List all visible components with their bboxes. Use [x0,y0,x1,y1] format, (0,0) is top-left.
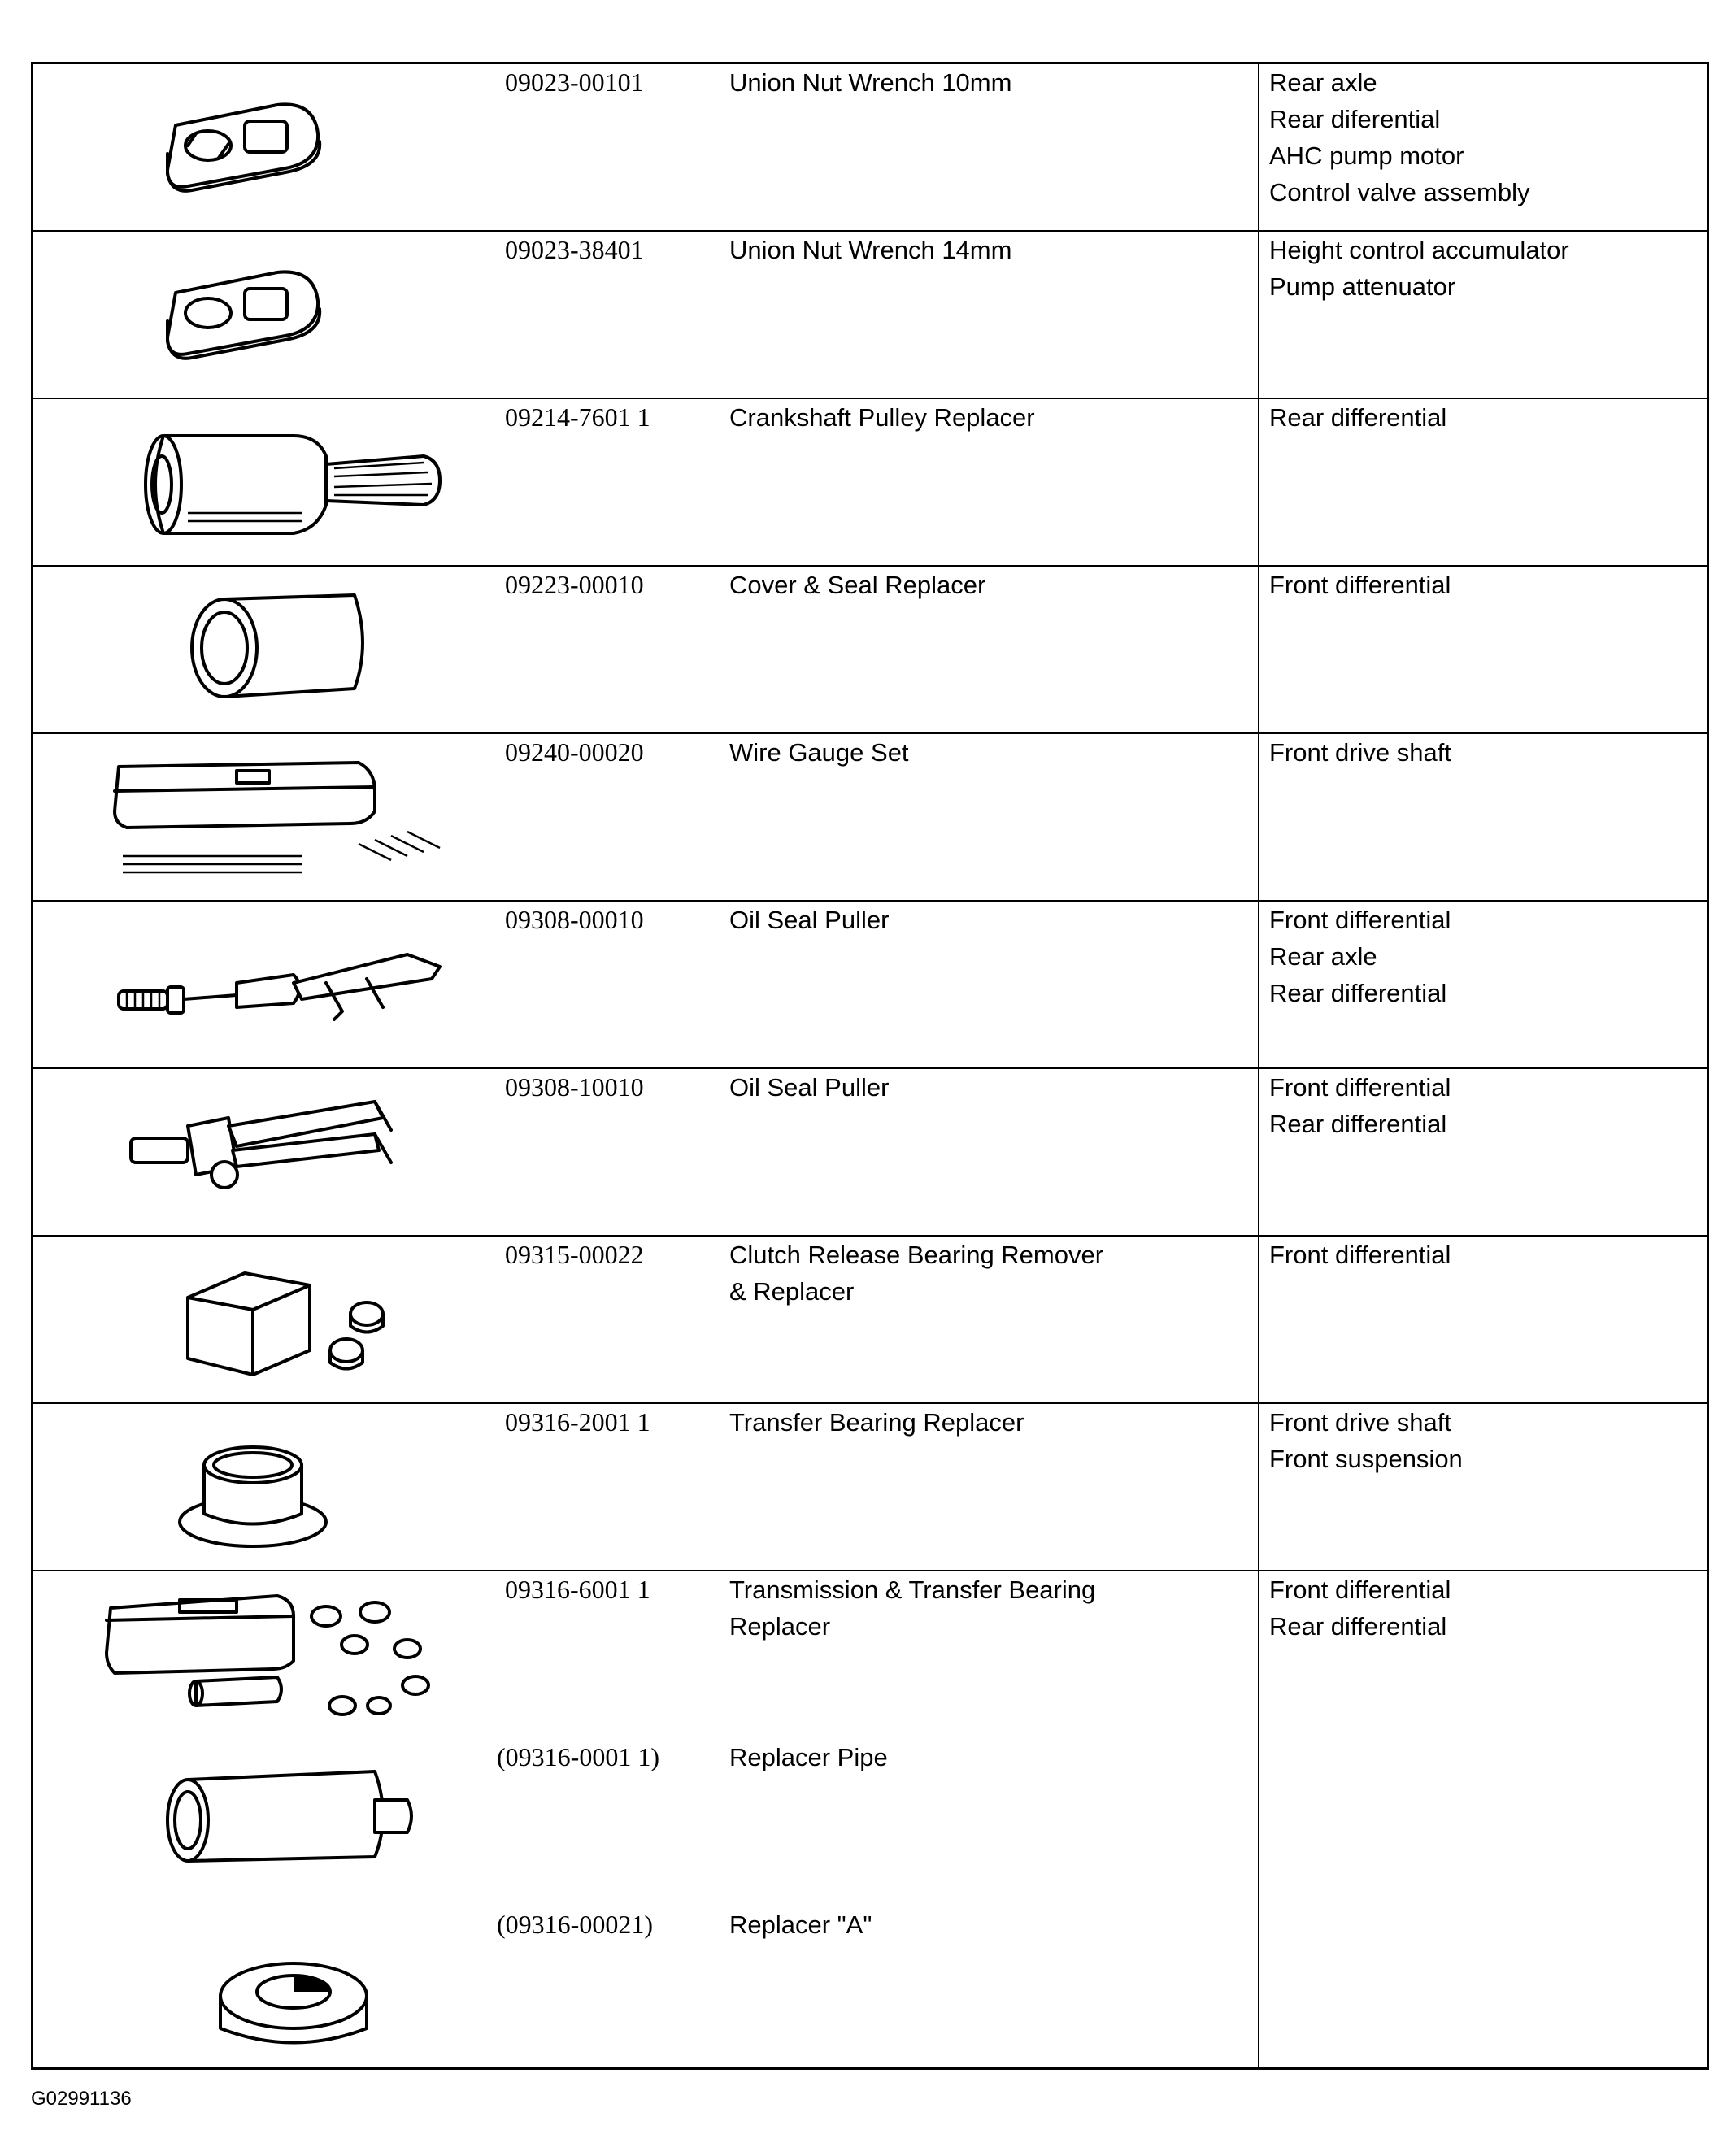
union-nut-wrench-icon [33,232,513,398]
table-row [33,1404,1707,1571]
bearing-replacer-set-icon [33,1571,513,2067]
usage-list: Front differential Rear axle Rear differential [1269,906,1451,1007]
usage-list: Rear differential [1269,403,1447,432]
part-number: 09023-38401 [505,235,644,264]
tool-name: Clutch Release Bearing Remover & Replacer [729,1241,1104,1306]
special-tools-table [31,62,1709,2070]
jaw-puller-icon [33,1069,513,1235]
part-number: 09316-6001 1 [505,1575,650,1604]
part-number: 09308-00010 [505,905,644,934]
table-row [33,1571,1707,2067]
subpart-number: (09316-00021) [497,1910,653,1939]
table-row [33,1069,1707,1237]
table-row [33,902,1707,1069]
table-row [33,734,1707,902]
figure-id: G02991136 [31,2088,132,2110]
usage-list: Front differential [1269,1241,1451,1269]
usage-list: Front drive shaft Front suspension [1269,1408,1463,1473]
table-row [33,399,1707,567]
part-number: 09308-10010 [505,1072,644,1102]
tool-name: Transmission & Transfer Bearing Replacer [729,1576,1096,1641]
tool-name: Crankshaft Pulley Replacer [729,403,1035,432]
union-nut-wrench-icon [33,64,513,230]
usage-list: Rear axle Rear diferential AHC pump motor Control valve assembly [1269,68,1530,206]
column-divider [1258,64,1259,2067]
subpart-name: Replacer Pipe [729,1743,888,1771]
part-number: 09315-00022 [505,1240,644,1269]
table-row [33,1237,1707,1404]
usage-list: Front drive shaft [1269,738,1451,767]
tool-name: Oil Seal Puller [729,1073,890,1102]
pulley-replacer-icon [33,399,513,565]
seal-replacer-icon [33,567,513,732]
subpart-number: (09316-0001 1) [497,1742,659,1771]
usage-list: Height control accumulator Pump attenuator [1269,236,1569,301]
tool-name: Oil Seal Puller [729,906,890,934]
tool-name: Union Nut Wrench 14mm [729,236,1012,264]
tool-name: Cover & Seal Replacer [729,571,986,599]
table-row [33,64,1707,232]
wire-gauge-set-icon [33,734,513,900]
tool-name: Wire Gauge Set [729,738,909,767]
part-number: 09223-00010 [505,570,644,599]
replacer-a-icon [33,1906,513,2074]
part-number: 09240-00020 [505,737,644,767]
replacer-pipe-icon [33,1739,513,1906]
part-number: 09023-00101 [505,67,644,97]
bearing-replacer-icon [33,1404,513,1570]
usage-list: Front differential [1269,571,1451,599]
bearing-remover-kit-icon [33,1237,513,1402]
subpart-name: Replacer "A" [729,1910,872,1939]
slide-hammer-puller-icon [33,902,513,1067]
tool-name: Transfer Bearing Replacer [729,1408,1024,1437]
usage-list: Front differential Rear differential [1269,1576,1451,1641]
tool-name: Union Nut Wrench 10mm [729,68,1012,97]
table-row [33,232,1707,399]
part-number: 09316-2001 1 [505,1407,650,1437]
usage-list: Front differential Rear differential [1269,1073,1451,1138]
table-row [33,567,1707,734]
part-number: 09214-7601 1 [505,402,650,432]
